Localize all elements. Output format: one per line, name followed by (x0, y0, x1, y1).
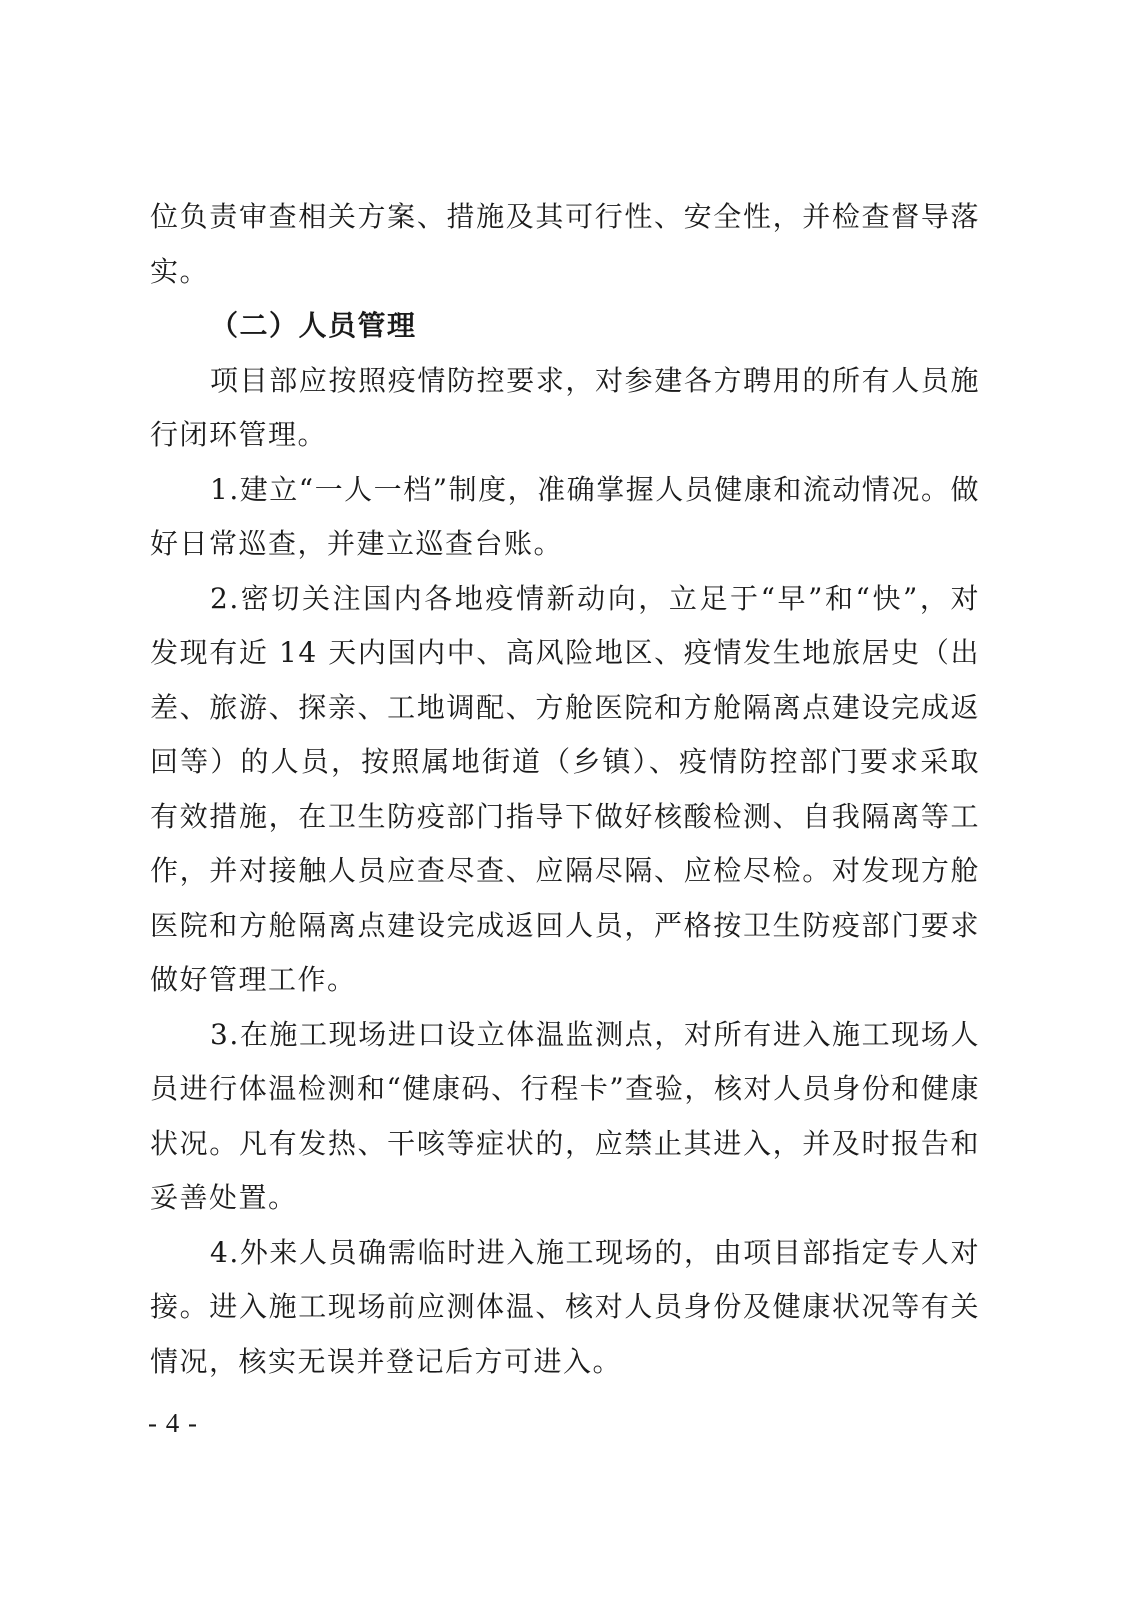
paragraph-item-1: 1.建立“一人一档”制度，准确掌握人员健康和流动情况。做好日常巡查，并建立巡查台账。 (150, 472, 980, 560)
paragraph-item-2: 2.密切关注国内各地疫情新动向，立足于“早”和“快”，对发现有近 14 天内国内中、高风险地区、疫情发生地旅居史（出差、旅游、探亲、工地调配、方舱医院和方舱隔离点建设完成返回等）的人员，按照属地街道（乡镇）、疫情防控部门要求采取有效措施，在卫生防疫部门指导下做好核酸检测、自我隔离等工作，并对接触人员应查尽查、应隔尽隔、应检尽检。对发现方舱医院和方舱隔离点建设完成返回人员，严格按卫生防疫部门要求做好管理工作。 (150, 581, 980, 996)
paragraph-item-3: 3.在施工现场进口设立体温监测点，对所有进入施工现场人员进行体温检测和“健康码、行程卡”查验，核对人员身份和健康状况。凡有发热、干咳等症状的，应禁止其进入，并及时报告和妥善处置。 (150, 1017, 980, 1214)
paragraph-closed-loop-management: 项目部应按照疫情防控要求，对参建各方聘用的所有人员施行闭环管理。 (150, 363, 980, 451)
section-heading-personnel-management: （二）人员管理 (210, 309, 417, 342)
paragraph-continuation: 位负责审查相关方案、措施及其可行性、安全性，并检查督导落实。 (150, 200, 980, 288)
paragraph-item-4: 4.外来人员确需临时进入施工现场的，由项目部指定专人对接。进入施工现场前应测体温、核对人员身份及健康状况等有关情况，核实无误并登记后方可进入。 (150, 1235, 980, 1378)
page-number: - 4 - (148, 1408, 198, 1438)
document-body (150, 190, 980, 1389)
